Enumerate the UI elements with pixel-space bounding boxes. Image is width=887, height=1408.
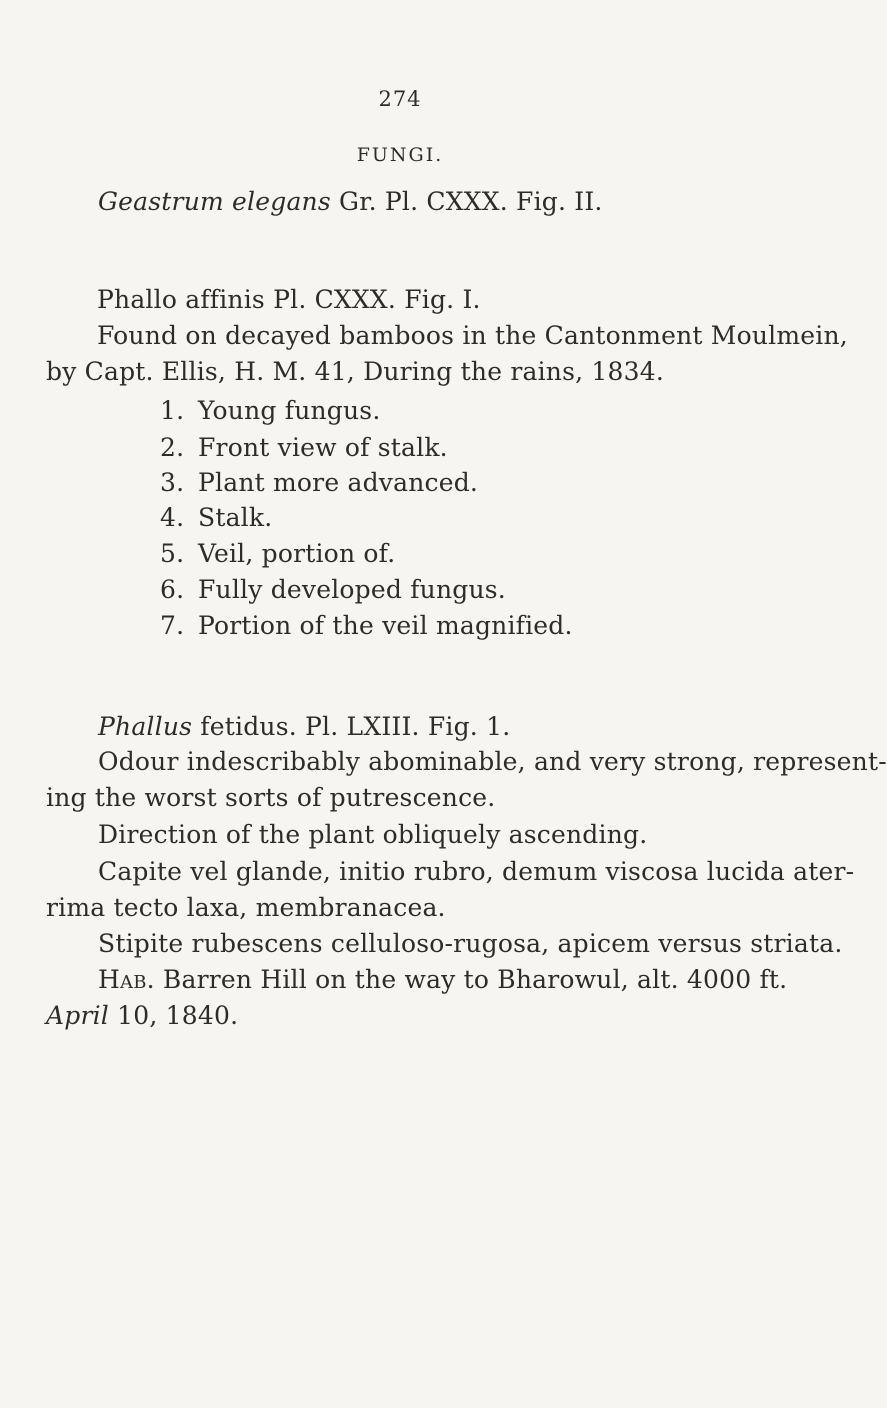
habitat-line — [98, 965, 788, 995]
locality-line-2: by Capt. Ellis, H. M. 41, During the rains, 1834. — [46, 357, 664, 386]
page-number: 274 — [378, 87, 422, 111]
section-title: FUNGI. — [356, 144, 444, 166]
figure-number: 4. — [160, 503, 185, 532]
figure-text: Veil, portion of. — [198, 539, 396, 568]
figure-text: Portion of the veil magnified. — [198, 611, 573, 640]
capite-line-1: Capite vel glande, initio rubro, demum viscosa lucida ater- — [98, 857, 855, 886]
figure-number: 1. — [160, 396, 185, 425]
stipite-line: Stipite rubescens celluloso-rugosa, apicem versus striata. — [98, 929, 843, 958]
figure-item — [160, 539, 395, 569]
direction-line: Direction of the plant obliquely ascending. — [98, 820, 648, 849]
figure-item — [160, 611, 573, 641]
species-name-italic: Geastrum elegans — [98, 187, 331, 216]
figure-text: Young fungus. — [198, 396, 381, 425]
figure-number: 2. — [160, 433, 185, 462]
figure-number: 3. — [160, 468, 185, 497]
figure-number: 5. — [160, 539, 185, 568]
date-month: April — [46, 1001, 109, 1030]
figure-number: 6. — [160, 575, 185, 604]
figure-item — [160, 503, 272, 533]
species-reference: fetidus. Pl. LXIII. Fig. 1. — [192, 712, 511, 741]
species-heading-geastrum — [98, 187, 603, 217]
species-heading-phallo: Phallo affinis Pl. CXXX. Fig. I. — [97, 285, 481, 314]
figure-text: Front view of stalk. — [198, 433, 448, 462]
figure-item — [160, 433, 448, 463]
figure-text: Stalk. — [198, 503, 273, 532]
figure-text: Plant more advanced. — [198, 468, 479, 497]
habitat-text: Barren Hill on the way to Bharowul, alt. 4000 ft. — [154, 965, 788, 994]
figure-item — [160, 396, 380, 426]
figure-number: 7. — [160, 611, 185, 640]
species-heading-phallus — [98, 712, 510, 742]
figure-item — [160, 468, 478, 498]
locality-line-1: Found on decayed bamboos in the Cantonment Moulmein, — [97, 321, 848, 350]
species-name-italic: Phallus — [98, 712, 193, 741]
figure-text: Fully developed fungus. — [198, 575, 506, 604]
odour-line-1: Odour indescribably abominable, and very strong, represent- — [98, 747, 887, 776]
species-reference: Gr. Pl. CXXX. Fig. II. — [330, 187, 603, 216]
capite-line-2: rima tecto laxa, membranacea. — [46, 893, 446, 922]
date-rest: 10, 1840. — [109, 1001, 239, 1030]
figure-item — [160, 575, 506, 605]
date-line — [46, 1001, 238, 1031]
odour-line-2: ing the worst sorts of putrescence. — [46, 783, 496, 812]
habitat-label: Hab. — [98, 965, 155, 994]
